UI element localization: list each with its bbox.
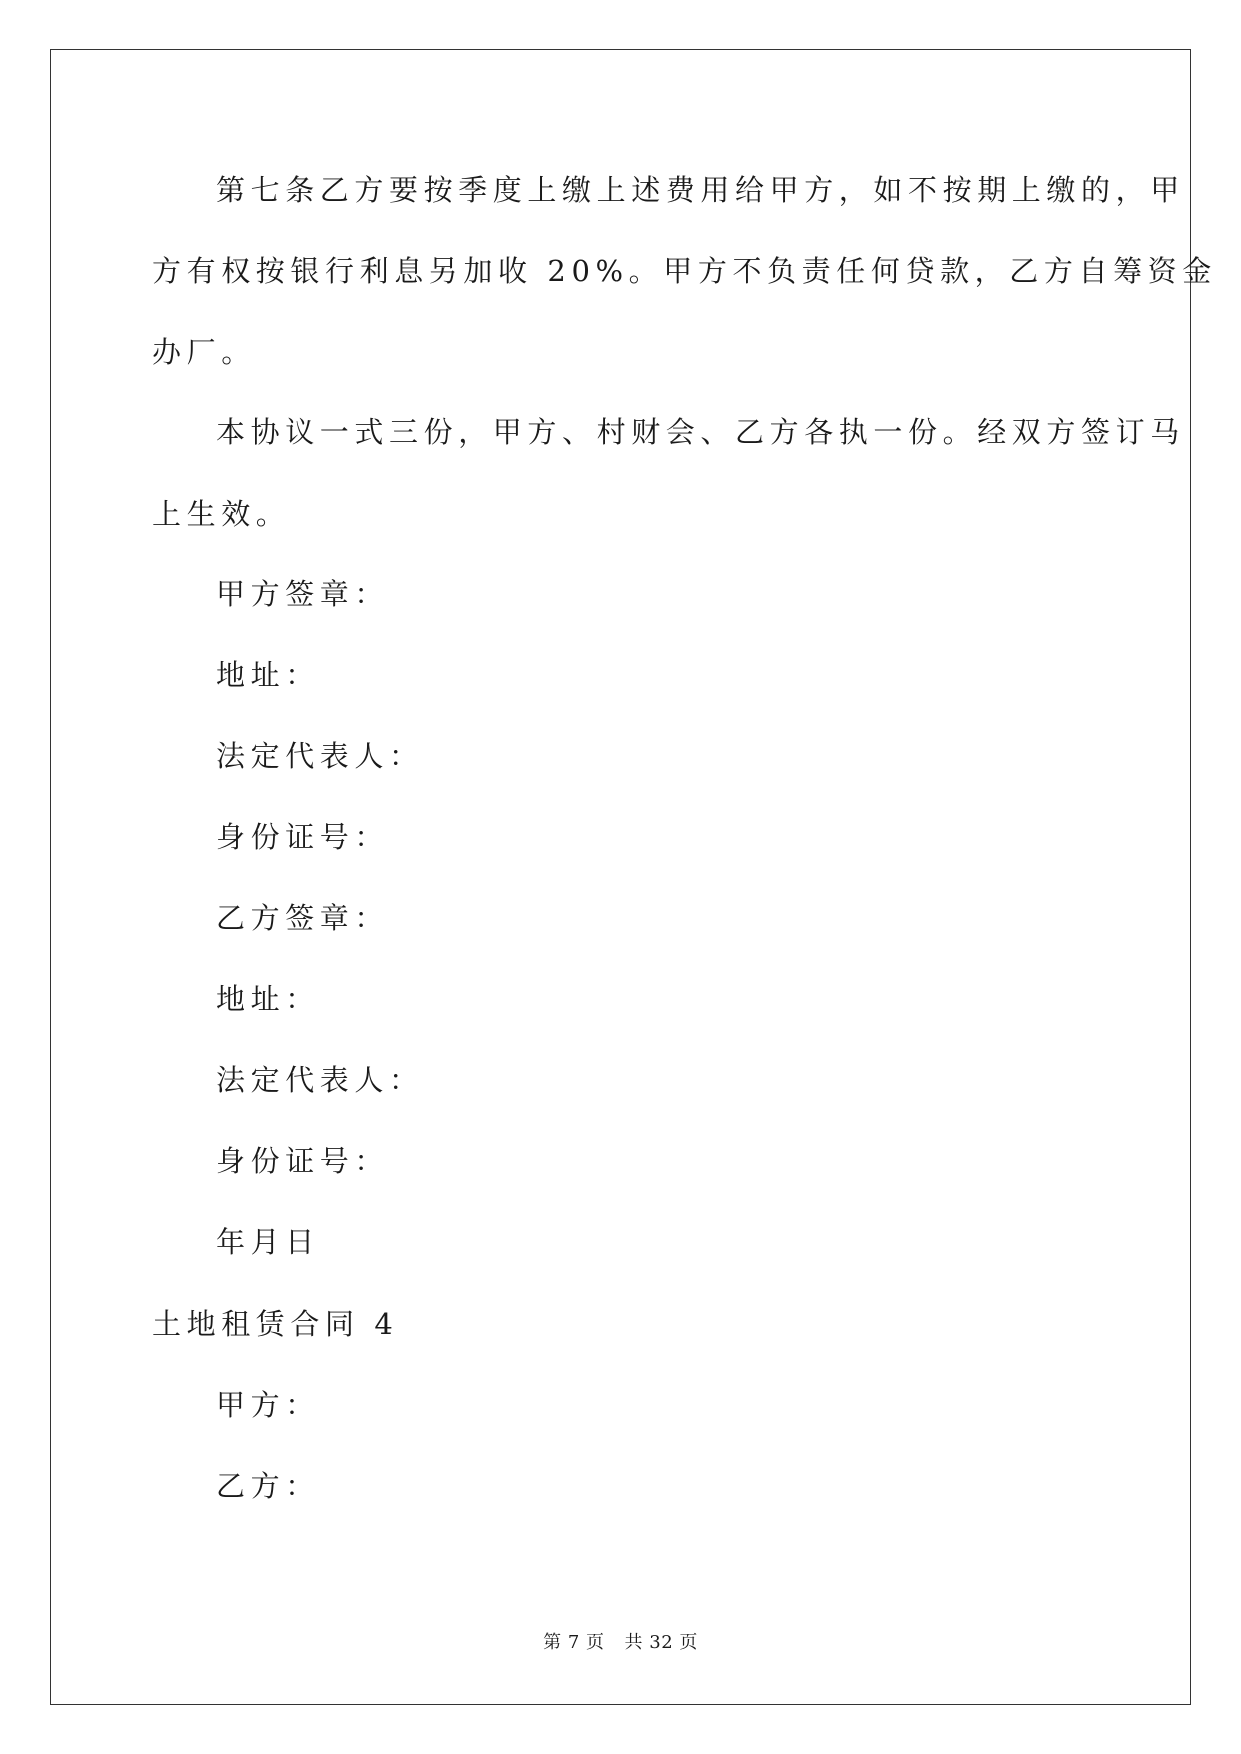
contract-title: 土地租赁合同 4 <box>152 1307 399 1341</box>
party-a-seal-label: 甲方签章： <box>216 577 390 611</box>
paragraph-line: 上生效。 <box>152 497 291 531</box>
party-a-label: 甲方： <box>216 1388 320 1422</box>
page-border <box>50 49 1191 1705</box>
party-b-address-label: 地址： <box>216 982 320 1016</box>
date-line: 年月日 <box>216 1225 320 1259</box>
party-b-id-label: 身份证号： <box>216 1144 390 1178</box>
total-pages-indicator: 共 32 页 <box>624 1632 698 1653</box>
party-a-id-label: 身份证号： <box>216 820 390 854</box>
paragraph-line: 办厂。 <box>152 335 256 369</box>
party-b-legal-rep-label: 法定代表人： <box>216 1063 424 1097</box>
paragraph-line: 方有权按银行利息另加收 20%。甲方不负责任何贷款，乙方自筹资金 <box>152 254 1217 288</box>
party-a-legal-rep-label: 法定代表人： <box>216 739 424 773</box>
party-a-address-label: 地址： <box>216 658 320 692</box>
page-footer <box>0 1628 1241 1654</box>
paragraph-line: 第七条乙方要按季度上缴上述费用给甲方，如不按期上缴的，甲 <box>216 173 1185 207</box>
party-b-label: 乙方： <box>216 1469 320 1503</box>
current-page-indicator: 第 7 页 <box>543 1632 605 1653</box>
paragraph-line: 本协议一式三份，甲方、村财会、乙方各执一份。经双方签订马 <box>216 415 1185 449</box>
party-b-seal-label: 乙方签章： <box>216 901 390 935</box>
